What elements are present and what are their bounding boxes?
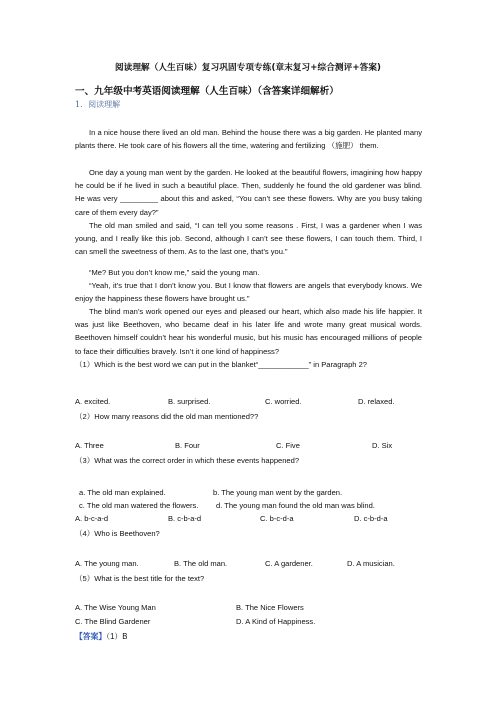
question-1-option-c[interactable]: C. worried.	[265, 397, 302, 406]
answer-label: 【答案】	[75, 632, 107, 641]
question-4-option-c[interactable]: C. A gardener.	[265, 559, 313, 568]
passage-paragraph-2: One day a young man went by the garden. He looked at the beautiful flowers, imagining how happy he could be if he lived in such a beautiful place. Then, suddenly he found the old gardener was blind. He was very _________ about this and asked, “You can’t see these flowers. Why are you busy taking care of them every day?”	[75, 168, 422, 217]
question-1-option-d[interactable]: D. relaxed.	[358, 397, 395, 406]
question-1-stem: （1）Which is the best word we can put in the blanket“____________” in Paragraph 2?	[75, 360, 367, 369]
passage-paragraph-6: The blind man’s work opened our eyes and pleased our heart, which also made his life happier. It was just like Beethoven, who became deaf in his later life and wrote many great musical words. Beethoven himself couldn’t hear his wonderful music, but his music has encouraged millions of people to face their difficulties bravely. Isn’t it one kind of happiness?	[75, 307, 422, 356]
question-2-option-d[interactable]: D. Six	[372, 441, 393, 450]
event-d: d. The young man found the old man was blind.	[216, 501, 375, 510]
event-b: b. The young man went by the garden.	[213, 488, 343, 497]
question-2-option-b[interactable]: B. Four	[175, 441, 200, 450]
passage-paragraph-3: The old man smiled and said, “I can tell you some reasons . First, I was a gardener when I was young, and I really like this job. Second, although I can’t see these flowers, I can touch them. Third, I can smell the sweetness of them. As to the last one, that’s you.”	[75, 221, 422, 257]
question-5-option-b[interactable]: B. The Nice Flowers	[236, 603, 304, 612]
question-2-stem: （2）How many reasons did the old man mentioned??	[75, 412, 259, 421]
question-4-option-d[interactable]: D. A musician.	[347, 559, 395, 568]
question-3-option-a[interactable]: A. b-c-a-d	[75, 514, 109, 523]
question-2-option-c[interactable]: C. Five	[276, 441, 300, 450]
question-5-option-d[interactable]: D. A Kind of Happiness.	[236, 617, 316, 626]
question-4-stem: （4）Who is Beethoven?	[75, 529, 160, 538]
question-3-option-b[interactable]: B. c-b-a-d	[168, 514, 202, 523]
question-5-stem: （5）What is the best title for the text?	[75, 574, 205, 583]
document-title: 阅读理解（人生百味）复习巩固专项专练(章末复习+综合测评+答案)	[114, 63, 382, 73]
item-label: 1．阅读理解	[75, 100, 121, 109]
section-heading: 一、九年级中考英语阅读理解（人生百味）（含答案详细解析）	[75, 86, 339, 97]
question-3-option-c[interactable]: C. b-c-d-a	[260, 514, 294, 523]
question-3-option-d[interactable]: D. c-b-d-a	[354, 514, 388, 523]
question-4-option-b[interactable]: B. The old man.	[174, 559, 228, 568]
event-c: c. The old man watered the flowers.	[79, 501, 199, 510]
question-4-option-a[interactable]: A. The young man.	[75, 559, 139, 568]
question-5-option-c[interactable]: C. The Blind Gardener	[75, 617, 151, 626]
event-a: a. The old man explained.	[79, 488, 166, 497]
question-1-option-b[interactable]: B. surprised.	[168, 397, 211, 406]
question-3-stem: （3）What was the correct order in which these events happened?	[75, 456, 300, 465]
answer-line	[75, 631, 127, 642]
question-1-option-a[interactable]: A. excited.	[75, 397, 111, 406]
answer-text: （1）B	[106, 632, 128, 641]
question-5-option-a[interactable]: A. The Wise Young Man	[75, 603, 156, 612]
passage-paragraph-5: “Yeah, it’s true that I don’t know you. But I know that flowers are angels that everybody knows. We enjoy the happiness these flowers have brought us.”	[75, 281, 422, 304]
passage-paragraph-4: “Me? But you don’t know me,” said the young man.	[89, 268, 260, 277]
question-2-option-a[interactable]: A. Three	[75, 441, 104, 450]
passage-paragraph-1: In a nice house there lived an old man. Behind the house there was a big garden. He planted many plants there. He took care of his flowers all the time, watering and fertilizing （施肥） them.	[75, 128, 422, 151]
